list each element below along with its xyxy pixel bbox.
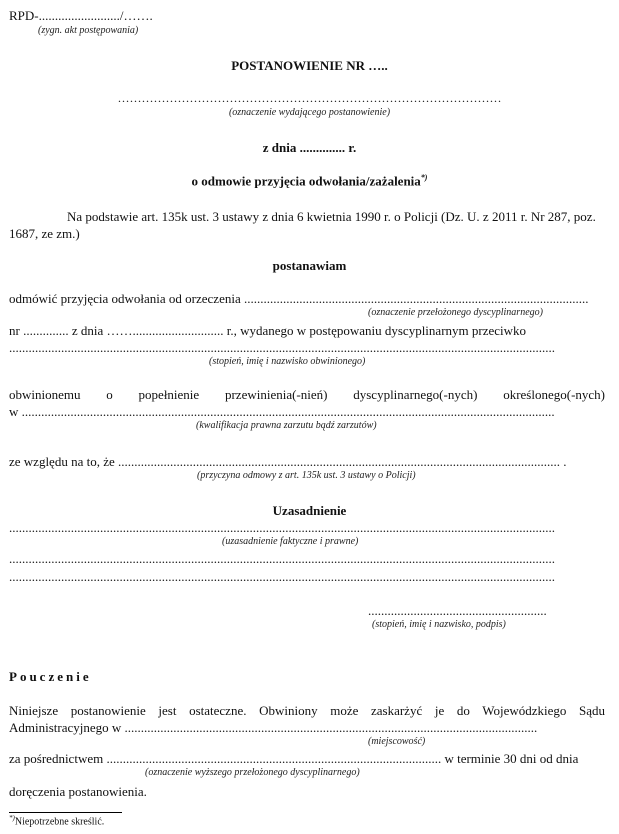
accused-line: ........................................................................................................................................................................ [9, 340, 555, 355]
justification-line-2: ........................................................................................................................................................................ [9, 551, 555, 566]
case-reference-hint: (zygn. akt postępowania) [38, 25, 139, 36]
charge-hint: (kwalifikacja prawna zarzutu bądź zarzutów) [196, 420, 377, 431]
footnote-separator [9, 812, 122, 813]
justification-hint: (uzasadnienie faktyczne i prawne) [222, 536, 359, 547]
place-hint: (miejscowość) [368, 736, 426, 747]
issuer-hint: (oznaczenie wydającego postanowienie) [228, 107, 391, 118]
decision-subject-text: o odmowie przyjęcia odwołania/zażalenia [191, 173, 421, 189]
accused-hint: (stopień, imię i nazwisko obwinionego) [209, 356, 366, 367]
instruction-text-1: Niniejsze postanowienie jest ostateczne. Obwiniony może zaskarżyć je do Wojewódzkiego Sądu [9, 703, 605, 718]
legal-basis: Na podstawie art. 135k ust. 3 ustawy z dnia 6 kwietnia 1990 r. o Policji (Dz. U. z 2011 r. Nr 287, poz. 1687, ze zm.) [9, 209, 596, 241]
charge-qualification-line: w .................................................................................................................................................................... [9, 404, 555, 419]
footnote [9, 815, 104, 827]
justification-line-3: ........................................................................................................................................................................ [9, 569, 555, 584]
subject-footnote-mark: *) [420, 173, 428, 182]
footnote-text: Niepotrzebne skreślić. [14, 816, 105, 828]
issuer-line: …………………………………………………………………………………… [117, 91, 502, 105]
justification-heading: Uzasadnienie [272, 503, 347, 518]
refusal-reason-line: ze względu na to, że ........................................................................................................................................ . [9, 454, 567, 469]
case-reference: RPD-........................./……. [9, 8, 153, 23]
signature-line: ....................................................... [368, 603, 547, 618]
refusal-reason-hint: (przyczyna odmowy z art. 135k ust. 3 ustawy o Policji) [197, 470, 416, 481]
instruction-heading: Pouczenie [9, 669, 92, 684]
decision-title: POSTANOWIENIE NR ….. [231, 58, 388, 73]
higher-superior-hint: (oznaczenie wyższego przełożonego dyscyplinarnego) [145, 767, 360, 778]
decision-subject [0, 174, 619, 187]
decision-date: z dnia .............. r. [262, 140, 357, 155]
charge-line: obwinionemu o popełnienie przewinienia(-nień) dyscyplinarnego(-nych) określonego(-nych) [9, 387, 605, 402]
refuse-appeal-line: odmówić przyjęcia odwołania od orzeczenia .......................................................................................................... [9, 291, 589, 306]
superior-hint: (oznaczenie przełożonego dyscyplinarnego) [368, 307, 543, 318]
justification-line-1: ........................................................................................................................................................................ [9, 520, 555, 535]
instruction-text-2: Administracyjnego w ............................................................................................................................... [9, 720, 538, 735]
instruction-text-3: za pośrednictwem ....................................................................................................... w terminie 30 dni od dnia [9, 751, 579, 766]
signature-hint: (stopień, imię i nazwisko, podpis) [372, 619, 506, 630]
ruling-number-line: nr .............. z dnia ……............................ r., wydanego w postępowaniu dyscyplinarnym przeciwko [9, 323, 527, 338]
decision-heading: postanawiam [272, 258, 347, 273]
footnote-mark: *) [9, 814, 15, 822]
instruction-text-4: doręczenia postanowienia. [9, 784, 147, 799]
